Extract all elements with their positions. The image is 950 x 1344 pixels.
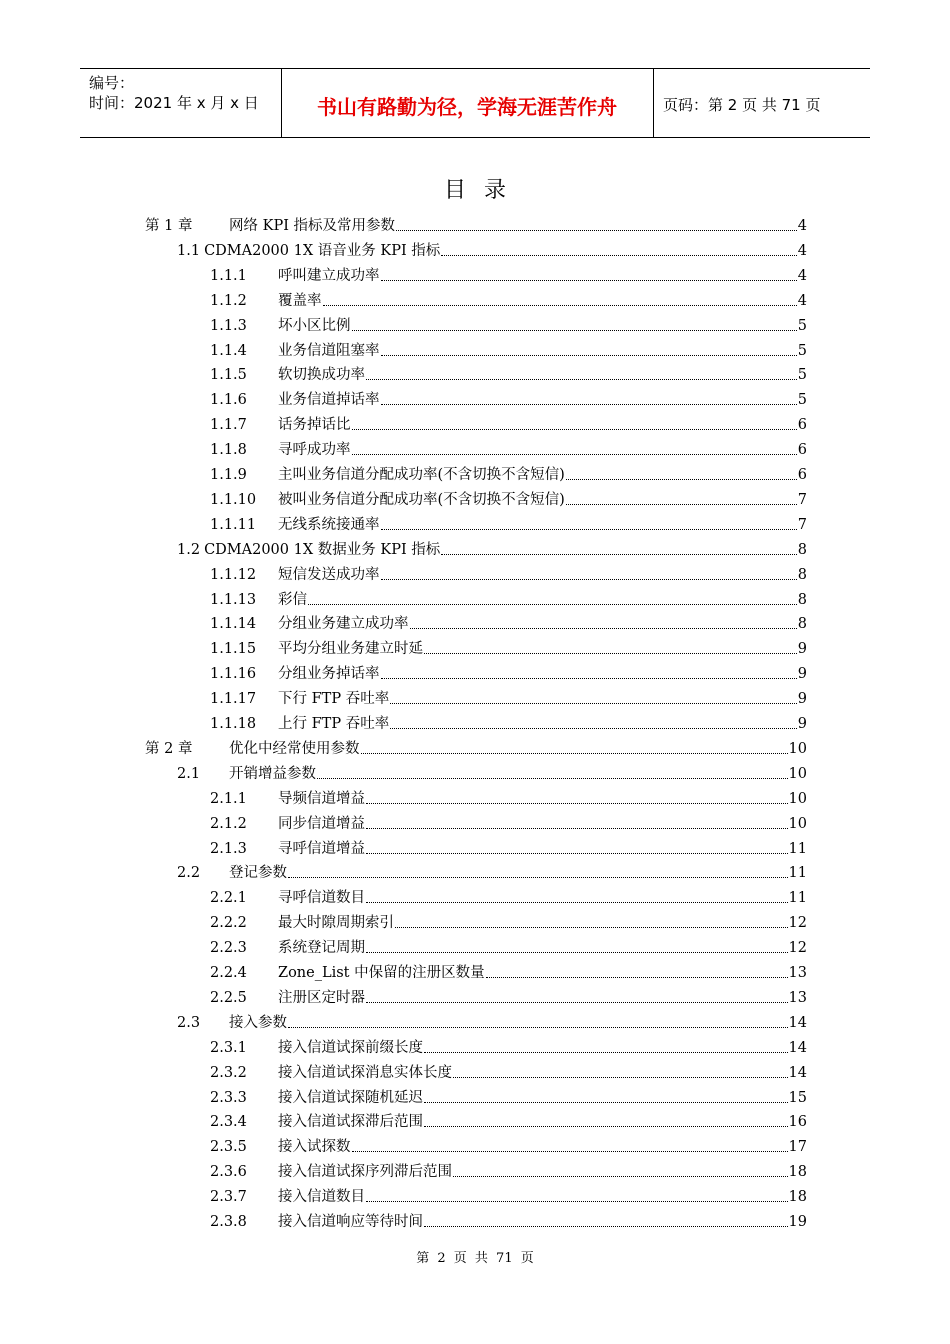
- toc-entry-page: 9: [797, 691, 807, 708]
- toc-entry-label: 分组业务掉话率: [278, 666, 380, 683]
- toc-entry-leader: [288, 1027, 788, 1028]
- document-header: [80, 68, 870, 138]
- toc-entry-leader: [352, 429, 797, 430]
- toc-entry-number: 第 1 章: [145, 218, 193, 234]
- toc-entry-number: 2.3.1: [210, 1039, 247, 1056]
- toc-entry-page: 18: [788, 1189, 807, 1206]
- toc-entry-label: 接入信道试探前缀长度: [278, 1039, 423, 1056]
- toc-entry-page: 5: [797, 317, 807, 334]
- toc-entry[interactable]: [210, 285, 807, 310]
- toc-entry-leader: [381, 355, 797, 356]
- toc-entry-label: 主叫业务信道分配成功率(不含切换不含短信): [278, 467, 565, 483]
- toc-entry-leader: [390, 703, 797, 704]
- toc-entry[interactable]: [210, 633, 807, 658]
- toc-entry-number: 1.1.15: [210, 641, 257, 658]
- toc-entry[interactable]: [210, 882, 807, 907]
- toc-entry-page: 16: [788, 1114, 807, 1131]
- toc-entry[interactable]: [177, 857, 807, 882]
- toc-entry-label: 覆盖率: [278, 292, 322, 309]
- toc-entry-page: 12: [788, 915, 807, 932]
- toc-entry-leader: [566, 504, 797, 505]
- toc-entry-page: 14: [788, 1014, 807, 1031]
- toc-entry-number: 2.3.6: [210, 1164, 247, 1181]
- toc-entry-page: 8: [797, 616, 807, 633]
- toc-entry-number: 2.2: [177, 865, 201, 882]
- toc-entry-leader: [381, 280, 797, 281]
- toc-entry-label: 上行 FTP 吞吐率: [278, 716, 390, 732]
- toc-entry-label: 寻呼信道增益: [278, 840, 365, 857]
- toc-entry-label: 彩信: [278, 591, 307, 608]
- toc-entry-label: 分组业务建立成功率: [278, 616, 409, 633]
- toc-entry[interactable]: [177, 758, 807, 783]
- toc-entry-page: 15: [788, 1089, 807, 1106]
- toc-entry-leader: [381, 404, 797, 405]
- toc-entry[interactable]: [210, 708, 807, 733]
- toc-entry-page: 4: [797, 242, 807, 259]
- toc-entry-page: 10: [788, 765, 807, 782]
- toc-entry-number: 2.2.5: [210, 989, 247, 1006]
- toc-entry[interactable]: [210, 808, 807, 833]
- toc-entry-leader: [381, 678, 797, 679]
- toc-entry[interactable]: [210, 1181, 807, 1206]
- toc-entry[interactable]: [210, 409, 807, 434]
- toc-entry[interactable]: [210, 608, 807, 633]
- toc-entry-leader: [288, 877, 788, 878]
- toc-entry-leader: [366, 1002, 788, 1003]
- header-motto-cell: [281, 69, 654, 137]
- toc-entry[interactable]: [210, 1131, 807, 1156]
- toc-entry-label: CDMA2000 1X 数据业务 KPI 指标: [204, 541, 441, 558]
- toc-entry-leader: [486, 977, 788, 978]
- toc-entry-leader: [352, 454, 797, 455]
- toc-entry-label: 软切换成功率: [278, 367, 365, 384]
- toc-entry[interactable]: [210, 1206, 807, 1231]
- toc-entry-number: 2.2.1: [210, 890, 247, 907]
- toc-entry-number: 2.3.5: [210, 1139, 247, 1156]
- toc-entry-leader: [366, 952, 788, 953]
- toc-entry-page: 5: [797, 392, 807, 409]
- toc-entry-label: 接入试探数: [278, 1139, 351, 1156]
- toc-entry-page: 5: [797, 342, 807, 359]
- toc-entry-leader: [410, 628, 797, 629]
- toc-entry-leader: [308, 604, 797, 605]
- toc-entry-number: 1.1.6: [210, 392, 247, 409]
- toc-entry-number: 1.1.1: [210, 267, 247, 284]
- toc-entry-leader: [396, 230, 797, 231]
- toc-entry-page: 10: [788, 740, 807, 757]
- toc-entry[interactable]: [210, 683, 807, 708]
- toc-entry-leader: [424, 1126, 788, 1127]
- toc-entry[interactable]: [210, 1156, 807, 1181]
- toc-entry-page: 11: [788, 890, 807, 907]
- toc-entry[interactable]: [177, 235, 807, 260]
- toc-entry[interactable]: [210, 459, 807, 484]
- toc-entry[interactable]: [145, 210, 807, 235]
- toc-entry[interactable]: [210, 1057, 807, 1082]
- header-page-code: 页码：第 2 页 共 71 页: [663, 96, 821, 114]
- toc-entry-leader: [395, 927, 788, 928]
- toc-entry-label: 接入信道试探随机延迟: [278, 1089, 423, 1106]
- toc-entry-label: 系统登记周期: [278, 940, 365, 957]
- toc-entry-leader: [424, 1226, 788, 1227]
- toc-entry-number: 2.2.2: [210, 915, 247, 932]
- toc-entry-label: CDMA2000 1X 语音业务 KPI 指标: [204, 242, 441, 259]
- toc-entry-page: 9: [797, 666, 807, 683]
- toc-entry[interactable]: [210, 584, 807, 609]
- toc-entry-number: 2.1.2: [210, 815, 247, 832]
- toc-entry-leader: [453, 1077, 788, 1078]
- toc-entry-page: 10: [788, 790, 807, 807]
- toc-entry-page: 4: [797, 218, 807, 234]
- toc-entry-label: 短信发送成功率: [278, 566, 380, 583]
- toc-entry-label: 无线系统接通率: [278, 516, 380, 533]
- toc-entry-leader: [317, 778, 788, 779]
- toc-entry-number: 第 2 章: [145, 740, 193, 757]
- toc-entry-number: 1.1: [177, 242, 201, 259]
- toc-entry-page: 5: [797, 367, 807, 384]
- toc-entry-number: 1.2: [177, 541, 201, 558]
- toc-entry-number: 1.1.5: [210, 367, 247, 384]
- toc-entry-leader: [566, 479, 797, 480]
- toc-entry-leader: [441, 255, 796, 256]
- toc-entry-page: 13: [788, 989, 807, 1006]
- toc-entry-leader: [366, 828, 788, 829]
- toc-entry-label: 接入信道试探滞后范围: [278, 1114, 423, 1131]
- toc-entry-page: 11: [788, 840, 807, 857]
- toc-entry[interactable]: [210, 359, 807, 384]
- toc-entry-label: 呼叫建立成功率: [278, 267, 380, 284]
- toc-entry-label: 接入参数: [229, 1014, 287, 1031]
- toc-entry-label: 同步信道增益: [278, 815, 365, 832]
- toc-entry[interactable]: [210, 559, 807, 584]
- toc-entry-page: 7: [797, 516, 807, 533]
- toc-entry-label: 下行 FTP 吞吐率: [278, 691, 390, 708]
- toc-entry-label: 平均分组业务建立时延: [278, 641, 423, 658]
- toc-entry[interactable]: [210, 833, 807, 858]
- toc-entry-label: 话务掉话比: [278, 417, 351, 434]
- toc-entry-number: 2.3.8: [210, 1214, 247, 1230]
- toc-entry-leader: [424, 653, 797, 654]
- serial-label: 编号：: [89, 74, 135, 92]
- toc-entry-page: 4: [797, 292, 807, 309]
- toc-entry-number: 1.1.11: [210, 516, 257, 533]
- toc-entry-page: 10: [788, 815, 807, 832]
- toc-entry-label: 接入信道响应等待时间: [278, 1214, 423, 1230]
- toc-entry-label: 开销增益参数: [229, 765, 316, 782]
- toc-entry-page: 14: [788, 1064, 807, 1081]
- toc-entry[interactable]: [210, 1082, 807, 1107]
- toc-entry-number: 2.2.3: [210, 940, 247, 957]
- toc-entry-page: 18: [788, 1164, 807, 1181]
- header-page-cell: [654, 69, 870, 137]
- toc-entry-label: 坏小区比例: [278, 317, 351, 334]
- toc-entry-label: 接入信道数目: [278, 1189, 365, 1206]
- toc-entry-page: 13: [788, 965, 807, 981]
- toc-entry[interactable]: [145, 733, 807, 758]
- toc-entry-page: 6: [797, 442, 807, 459]
- toc-entry-label: 注册区定时器: [278, 989, 365, 1006]
- toc-entry-number: 2.2.4: [210, 965, 247, 981]
- toc-entry-label: 被叫业务信道分配成功率(不含切换不含短信): [278, 491, 565, 508]
- toc-entry-number: 1.1.10: [210, 491, 257, 508]
- toc-entry[interactable]: [210, 932, 807, 957]
- toc-entry-label: 接入信道试探序列滞后范围: [278, 1164, 452, 1181]
- toc-entry-leader: [352, 1151, 788, 1152]
- toc-entry-leader: [361, 753, 788, 754]
- toc-entry-leader: [424, 1102, 788, 1103]
- toc-entry-number: 2.1.1: [210, 790, 247, 807]
- toc-entry-leader: [424, 1052, 788, 1053]
- toc-entry-label: 接入信道试探消息实体长度: [278, 1064, 452, 1081]
- toc-entry-label: Zone_List 中保留的注册区数量: [278, 965, 485, 981]
- toc-entry-page: 14: [788, 1039, 807, 1056]
- toc-entry[interactable]: [210, 509, 807, 534]
- toc-entry[interactable]: [210, 982, 807, 1007]
- toc-entry-page: 19: [788, 1214, 807, 1230]
- toc-title: 目录: [443, 178, 524, 203]
- toc-entry-leader: [390, 728, 797, 729]
- toc-entry-page: 6: [797, 417, 807, 434]
- toc-entry-page: 8: [797, 541, 807, 558]
- toc-entry-leader: [441, 554, 796, 555]
- toc-entry[interactable]: [210, 783, 807, 808]
- toc-entry[interactable]: [210, 434, 807, 459]
- toc-entry-page: 7: [797, 491, 807, 508]
- toc-entry-number: 2.3.3: [210, 1089, 247, 1106]
- toc-entry-number: 1.1.13: [210, 591, 257, 608]
- toc-entry-label: 最大时隙周期索引: [278, 915, 394, 932]
- header-motto: 书山有路勤为径，学海无涯苦作舟: [317, 95, 617, 119]
- toc-entry-number: 1.1.2: [210, 292, 247, 309]
- toc-entry[interactable]: [210, 484, 807, 509]
- toc-entry-leader: [366, 379, 797, 380]
- toc-entry-page: 12: [788, 940, 807, 957]
- toc-entry-number: 2.3.4: [210, 1114, 247, 1131]
- toc-entry-number: 1.1.18: [210, 716, 257, 732]
- toc-entry-number: 1.1.8: [210, 442, 247, 459]
- toc-entry-label: 登记参数: [229, 865, 287, 882]
- toc-entry-number: 1.1.14: [210, 616, 257, 633]
- toc-entry[interactable]: [177, 534, 807, 559]
- time-label: 时间：2021 年 x 月 x 日: [89, 94, 259, 112]
- toc-entry-number: 2.1.3: [210, 840, 247, 857]
- toc-entry-leader: [323, 305, 797, 306]
- toc-entry[interactable]: [210, 907, 807, 932]
- toc-entry-label: 寻呼信道数目: [278, 890, 365, 907]
- toc-entry-leader: [366, 902, 788, 903]
- toc-entry-number: 1.1.12: [210, 566, 257, 583]
- toc-entry-leader: [352, 330, 797, 331]
- toc-entry-number: 2.3.2: [210, 1064, 247, 1081]
- toc-entry-number: 1.1.3: [210, 317, 247, 334]
- toc-entry-number: 2.3: [177, 1014, 201, 1031]
- toc-entry[interactable]: [210, 957, 807, 982]
- toc-entry-label: 网络 KPI 指标及常用参数: [229, 218, 396, 234]
- toc-entry-page: 8: [797, 591, 807, 608]
- toc-entry-number: 1.1.9: [210, 467, 247, 483]
- toc-entry-number: 2.1: [177, 765, 201, 782]
- toc-entry[interactable]: [210, 310, 807, 335]
- toc-entry-leader: [381, 529, 797, 530]
- toc-entry-number: 1.1.7: [210, 417, 247, 434]
- toc-entry-page: 9: [797, 641, 807, 658]
- toc-entry-page: 6: [797, 467, 807, 483]
- toc-entry-leader: [453, 1176, 788, 1177]
- toc-entry-label: 寻呼成功率: [278, 442, 351, 459]
- toc-entry-number: 2.3.7: [210, 1189, 247, 1206]
- toc-entry[interactable]: [210, 335, 807, 360]
- toc-entry-page: 9: [797, 716, 807, 732]
- header-meta-cell: [80, 69, 282, 137]
- toc-entry[interactable]: [210, 384, 807, 409]
- toc-entry-number: 1.1.4: [210, 342, 247, 359]
- toc-entry-number: 1.1.17: [210, 691, 257, 708]
- toc-entry-number: 1.1.16: [210, 666, 257, 683]
- toc-entry-label: 优化中经常使用参数: [229, 740, 360, 757]
- toc-entry-leader: [366, 1201, 788, 1202]
- toc-entry-label: 导频信道增益: [278, 790, 365, 807]
- toc-entry-leader: [381, 579, 797, 580]
- toc-entry-label: 业务信道阻塞率: [278, 342, 380, 359]
- toc-entry-leader: [366, 853, 788, 854]
- page-footer: 第 2 页 共 71 页: [416, 1251, 534, 1266]
- toc-entry[interactable]: [210, 260, 807, 285]
- toc-entry-page: 17: [788, 1139, 807, 1156]
- toc-entry[interactable]: [210, 658, 807, 683]
- toc-entry[interactable]: [177, 1007, 807, 1032]
- toc-entry[interactable]: [210, 1032, 807, 1057]
- toc-entry[interactable]: [210, 1106, 807, 1131]
- toc-entry-page: 4: [797, 267, 807, 284]
- toc-entry-page: 8: [797, 566, 807, 583]
- toc-entry-leader: [366, 803, 788, 804]
- toc-entry-label: 业务信道掉话率: [278, 392, 380, 409]
- toc-entry-page: 11: [788, 865, 807, 882]
